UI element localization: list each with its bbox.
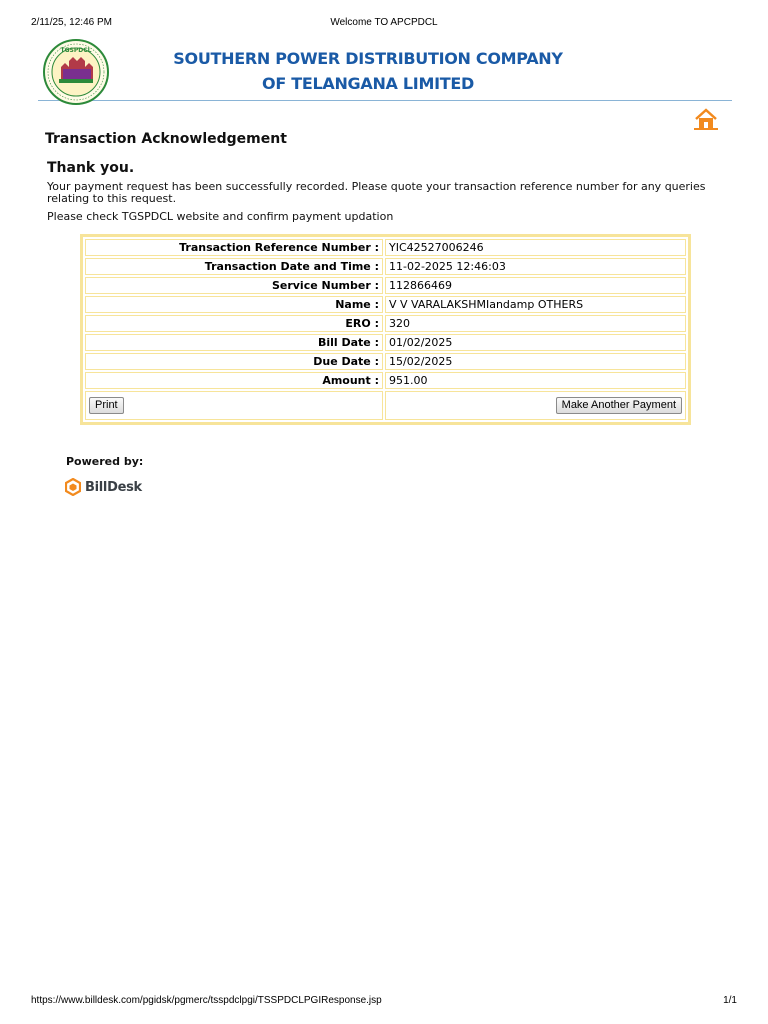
logo-text: TGSPDCL	[60, 47, 92, 54]
row-value: 01/02/2025	[385, 334, 686, 351]
print-cell	[85, 391, 383, 420]
row-label: Transaction Date and Time :	[85, 258, 383, 275]
table-row	[85, 315, 686, 332]
company-name-line1: SOUTHERN POWER DISTRIBUTION COMPANY	[173, 49, 563, 68]
check-website-message: Please check TGSPDCL website and confirm payment updation	[47, 210, 394, 223]
tgspdcl-logo	[43, 39, 109, 105]
page-count: 1/1	[723, 995, 737, 1006]
row-label: Name :	[85, 296, 383, 313]
print-footer	[31, 995, 737, 1009]
row-value: 15/02/2025	[385, 353, 686, 370]
row-value: 11-02-2025 12:46:03	[385, 258, 686, 275]
thank-you-heading: Thank you.	[47, 160, 135, 176]
billdesk-logo	[65, 477, 142, 497]
company-name	[128, 46, 608, 96]
brand-header	[38, 36, 732, 101]
table-row	[85, 239, 686, 256]
page-title: Transaction Acknowledgement	[45, 131, 287, 147]
row-label: Transaction Reference Number :	[85, 239, 383, 256]
row-value: V V VARALAKSHMIandamp OTHERS	[385, 296, 686, 313]
transaction-details-table	[80, 234, 691, 425]
table-row	[85, 258, 686, 275]
row-value: 112866469	[385, 277, 686, 294]
table-row	[85, 334, 686, 351]
company-name-line2: OF TELANGANA LIMITED	[262, 74, 474, 93]
billdesk-name: BillDesk	[85, 479, 142, 495]
row-value: YIC42527006246	[385, 239, 686, 256]
print-header	[31, 17, 737, 31]
table-row	[85, 296, 686, 313]
print-page-title: Welcome TO APCPDCL	[330, 17, 438, 28]
billdesk-hexagon-icon	[65, 478, 81, 496]
print-datetime: 2/11/25, 12:46 PM	[31, 17, 112, 28]
table-row	[85, 372, 686, 389]
home-icon[interactable]	[692, 107, 720, 131]
make-another-payment-button[interactable]: Make Another Payment	[556, 397, 682, 414]
row-value: 320	[385, 315, 686, 332]
row-label: Amount :	[85, 372, 383, 389]
action-row	[85, 391, 686, 420]
print-button[interactable]: Print	[89, 397, 124, 414]
row-value: 951.00	[385, 372, 686, 389]
page-url: https://www.billdesk.com/pgidsk/pgmerc/tsspdclpgi/TSSPDCLPGIResponse.jsp	[31, 995, 382, 1006]
row-label: Bill Date :	[85, 334, 383, 351]
payment-cell	[385, 391, 686, 420]
table-row	[85, 277, 686, 294]
row-label: Due Date :	[85, 353, 383, 370]
table-row	[85, 353, 686, 370]
row-label: Service Number :	[85, 277, 383, 294]
row-label: ERO :	[85, 315, 383, 332]
powered-by-label: Powered by:	[66, 455, 144, 468]
success-message: Your payment request has been successfully recorded. Please quote your transaction reference number for any queries relating to this request.	[47, 180, 706, 205]
